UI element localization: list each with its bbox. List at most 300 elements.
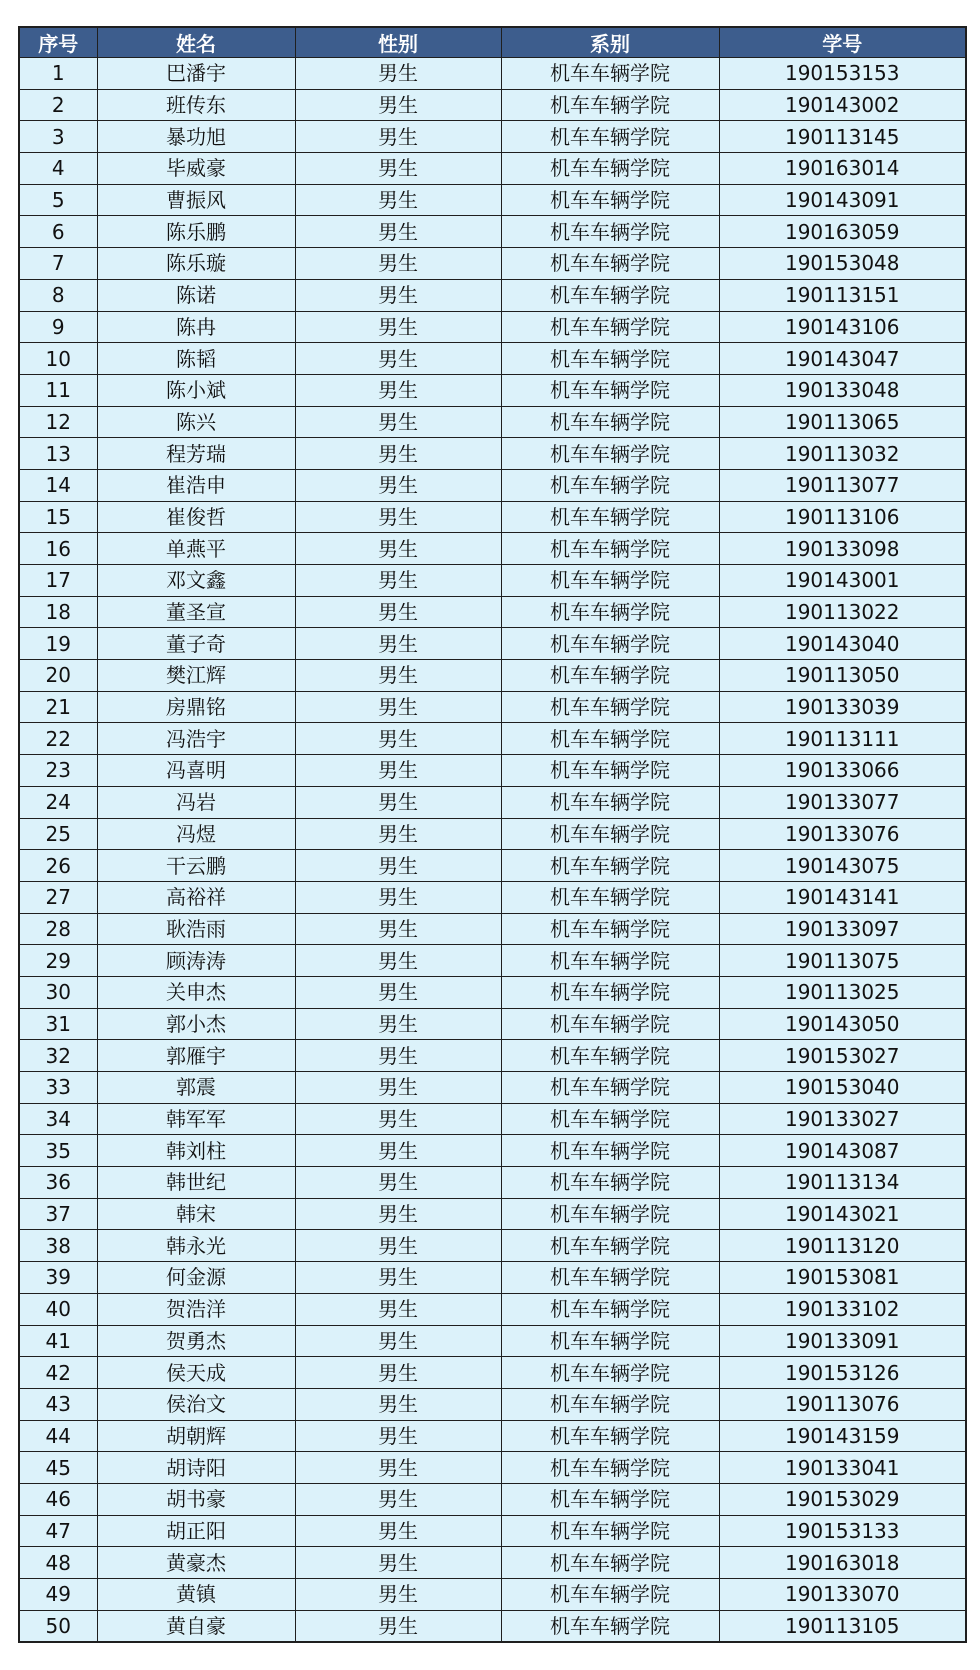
cell-department: 机车车辆学院 — [501, 374, 719, 406]
cell-student-id: 190143141 — [719, 881, 966, 913]
cell-department: 机车车辆学院 — [501, 153, 719, 185]
cell-index: 36 — [19, 1167, 97, 1199]
cell-name: 郭小杰 — [97, 1008, 295, 1040]
cell-gender: 男生 — [295, 1357, 501, 1389]
cell-index: 50 — [19, 1610, 97, 1642]
cell-name: 陈韬 — [97, 343, 295, 375]
table-row — [19, 945, 966, 977]
cell-index: 49 — [19, 1579, 97, 1611]
cell-student-id: 190133066 — [719, 755, 966, 787]
cell-gender: 男生 — [295, 660, 501, 692]
cell-name: 暴功旭 — [97, 121, 295, 153]
cell-student-id: 190113105 — [719, 1610, 966, 1642]
cell-name: 程芳瑞 — [97, 438, 295, 470]
cell-index: 37 — [19, 1198, 97, 1230]
cell-department: 机车车辆学院 — [501, 533, 719, 565]
cell-gender: 男生 — [295, 374, 501, 406]
table-row — [19, 755, 966, 787]
cell-gender: 男生 — [295, 311, 501, 343]
cell-name: 胡书豪 — [97, 1483, 295, 1515]
cell-index: 28 — [19, 913, 97, 945]
cell-student-id: 190113106 — [719, 501, 966, 533]
cell-gender: 男生 — [295, 913, 501, 945]
cell-student-id: 190133097 — [719, 913, 966, 945]
header-department: 系别 — [501, 27, 719, 58]
cell-student-id: 190153029 — [719, 1483, 966, 1515]
table-row — [19, 1515, 966, 1547]
cell-department: 机车车辆学院 — [501, 945, 719, 977]
cell-index: 18 — [19, 596, 97, 628]
cell-department: 机车车辆学院 — [501, 1198, 719, 1230]
table-row — [19, 279, 966, 311]
table-row — [19, 438, 966, 470]
cell-department: 机车车辆学院 — [501, 1293, 719, 1325]
cell-index: 48 — [19, 1547, 97, 1579]
table-row — [19, 1072, 966, 1104]
cell-name: 侯治文 — [97, 1388, 295, 1420]
cell-department: 机车车辆学院 — [501, 216, 719, 248]
cell-student-id: 190133039 — [719, 691, 966, 723]
cell-name: 陈冉 — [97, 311, 295, 343]
cell-gender: 男生 — [295, 850, 501, 882]
table-header — [19, 27, 966, 58]
table-row — [19, 1008, 966, 1040]
cell-index: 44 — [19, 1420, 97, 1452]
cell-gender: 男生 — [295, 945, 501, 977]
cell-gender: 男生 — [295, 533, 501, 565]
cell-department: 机车车辆学院 — [501, 691, 719, 723]
cell-department: 机车车辆学院 — [501, 628, 719, 660]
cell-student-id: 190143106 — [719, 311, 966, 343]
cell-name: 陈小斌 — [97, 374, 295, 406]
cell-name: 胡正阳 — [97, 1515, 295, 1547]
cell-gender: 男生 — [295, 1452, 501, 1484]
cell-index: 6 — [19, 216, 97, 248]
cell-gender: 男生 — [295, 1230, 501, 1262]
cell-name: 陈诺 — [97, 279, 295, 311]
cell-index: 17 — [19, 565, 97, 597]
cell-name: 陈兴 — [97, 406, 295, 438]
cell-student-id: 190153040 — [719, 1072, 966, 1104]
cell-department: 机车车辆学院 — [501, 1103, 719, 1135]
cell-gender: 男生 — [295, 121, 501, 153]
cell-index: 19 — [19, 628, 97, 660]
cell-index: 15 — [19, 501, 97, 533]
cell-name: 韩刘柱 — [97, 1135, 295, 1167]
cell-department: 机车车辆学院 — [501, 850, 719, 882]
cell-index: 16 — [19, 533, 97, 565]
table-row — [19, 1483, 966, 1515]
cell-gender: 男生 — [295, 1008, 501, 1040]
table-row — [19, 691, 966, 723]
table-row — [19, 1452, 966, 1484]
cell-student-id: 190143075 — [719, 850, 966, 882]
cell-student-id: 190143040 — [719, 628, 966, 660]
cell-student-id: 190143001 — [719, 565, 966, 597]
cell-index: 21 — [19, 691, 97, 723]
cell-gender: 男生 — [295, 469, 501, 501]
cell-name: 樊江辉 — [97, 660, 295, 692]
cell-name: 冯煜 — [97, 818, 295, 850]
cell-department: 机车车辆学院 — [501, 881, 719, 913]
cell-index: 22 — [19, 723, 97, 755]
table-row — [19, 248, 966, 280]
cell-name: 陈乐璇 — [97, 248, 295, 280]
table-row — [19, 153, 966, 185]
table-row — [19, 216, 966, 248]
cell-gender: 男生 — [295, 216, 501, 248]
table-row — [19, 1040, 966, 1072]
cell-gender: 男生 — [295, 58, 501, 90]
cell-gender: 男生 — [295, 1262, 501, 1294]
cell-gender: 男生 — [295, 976, 501, 1008]
cell-name: 董子奇 — [97, 628, 295, 660]
cell-name: 郭雁宇 — [97, 1040, 295, 1072]
table-row — [19, 58, 966, 90]
cell-gender: 男生 — [295, 279, 501, 311]
cell-index: 43 — [19, 1388, 97, 1420]
cell-department: 机车车辆学院 — [501, 755, 719, 787]
cell-name: 贺浩洋 — [97, 1293, 295, 1325]
cell-department: 机车车辆学院 — [501, 786, 719, 818]
cell-name: 韩军军 — [97, 1103, 295, 1135]
cell-student-id: 190143021 — [719, 1198, 966, 1230]
cell-name: 班传东 — [97, 89, 295, 121]
cell-name: 胡诗阳 — [97, 1452, 295, 1484]
cell-index: 5 — [19, 184, 97, 216]
cell-department: 机车车辆学院 — [501, 469, 719, 501]
cell-gender: 男生 — [295, 438, 501, 470]
cell-department: 机车车辆学院 — [501, 1515, 719, 1547]
cell-index: 23 — [19, 755, 97, 787]
cell-student-id: 190163014 — [719, 153, 966, 185]
cell-gender: 男生 — [295, 343, 501, 375]
cell-student-id: 190113145 — [719, 121, 966, 153]
table-row — [19, 1230, 966, 1262]
student-list-table — [18, 26, 967, 1643]
cell-name: 邓文鑫 — [97, 565, 295, 597]
cell-student-id: 190143091 — [719, 184, 966, 216]
table-body — [19, 58, 966, 1643]
cell-gender: 男生 — [295, 1040, 501, 1072]
cell-index: 35 — [19, 1135, 97, 1167]
cell-student-id: 190163059 — [719, 216, 966, 248]
header-student-id: 学号 — [719, 27, 966, 58]
cell-index: 2 — [19, 89, 97, 121]
cell-student-id: 190133091 — [719, 1325, 966, 1357]
cell-gender: 男生 — [295, 565, 501, 597]
cell-department: 机车车辆学院 — [501, 121, 719, 153]
cell-student-id: 190153048 — [719, 248, 966, 280]
cell-name: 高裕祥 — [97, 881, 295, 913]
cell-gender: 男生 — [295, 1072, 501, 1104]
table-row — [19, 1167, 966, 1199]
table-row — [19, 1293, 966, 1325]
cell-student-id: 190153081 — [719, 1262, 966, 1294]
cell-index: 47 — [19, 1515, 97, 1547]
cell-index: 8 — [19, 279, 97, 311]
cell-student-id: 190143050 — [719, 1008, 966, 1040]
header-index: 序号 — [19, 27, 97, 58]
cell-index: 40 — [19, 1293, 97, 1325]
cell-gender: 男生 — [295, 628, 501, 660]
cell-department: 机车车辆学院 — [501, 343, 719, 375]
cell-student-id: 190153153 — [719, 58, 966, 90]
cell-index: 33 — [19, 1072, 97, 1104]
cell-name: 陈乐鹏 — [97, 216, 295, 248]
cell-department: 机车车辆学院 — [501, 1388, 719, 1420]
cell-name: 崔俊哲 — [97, 501, 295, 533]
table-row — [19, 1262, 966, 1294]
cell-student-id: 190143002 — [719, 89, 966, 121]
cell-student-id: 190113076 — [719, 1388, 966, 1420]
cell-gender: 男生 — [295, 406, 501, 438]
cell-gender: 男生 — [295, 786, 501, 818]
cell-index: 4 — [19, 153, 97, 185]
cell-index: 13 — [19, 438, 97, 470]
table-row — [19, 1325, 966, 1357]
table-row — [19, 723, 966, 755]
cell-department: 机车车辆学院 — [501, 1230, 719, 1262]
cell-index: 9 — [19, 311, 97, 343]
table-row — [19, 1420, 966, 1452]
cell-department: 机车车辆学院 — [501, 596, 719, 628]
cell-name: 单燕平 — [97, 533, 295, 565]
cell-index: 38 — [19, 1230, 97, 1262]
cell-student-id: 190113134 — [719, 1167, 966, 1199]
cell-name: 黄豪杰 — [97, 1547, 295, 1579]
table-row — [19, 913, 966, 945]
cell-student-id: 190153027 — [719, 1040, 966, 1072]
cell-index: 27 — [19, 881, 97, 913]
cell-student-id: 190163018 — [719, 1547, 966, 1579]
cell-student-id: 190153133 — [719, 1515, 966, 1547]
table-row — [19, 596, 966, 628]
cell-student-id: 190133102 — [719, 1293, 966, 1325]
cell-index: 7 — [19, 248, 97, 280]
cell-index: 39 — [19, 1262, 97, 1294]
cell-gender: 男生 — [295, 1293, 501, 1325]
cell-name: 黄自豪 — [97, 1610, 295, 1642]
cell-name: 干云鹏 — [97, 850, 295, 882]
cell-student-id: 190113025 — [719, 976, 966, 1008]
cell-index: 11 — [19, 374, 97, 406]
cell-department: 机车车辆学院 — [501, 1135, 719, 1167]
cell-name: 关申杰 — [97, 976, 295, 1008]
cell-name: 韩永光 — [97, 1230, 295, 1262]
cell-department: 机车车辆学院 — [501, 913, 719, 945]
table-row — [19, 850, 966, 882]
cell-department: 机车车辆学院 — [501, 438, 719, 470]
cell-student-id: 190143159 — [719, 1420, 966, 1452]
cell-index: 1 — [19, 58, 97, 90]
cell-department: 机车车辆学院 — [501, 976, 719, 1008]
cell-student-id: 190133077 — [719, 786, 966, 818]
header-row — [19, 27, 966, 58]
cell-department: 机车车辆学院 — [501, 1579, 719, 1611]
table-row — [19, 881, 966, 913]
cell-name: 崔浩申 — [97, 469, 295, 501]
cell-gender: 男生 — [295, 818, 501, 850]
cell-gender: 男生 — [295, 1325, 501, 1357]
cell-index: 3 — [19, 121, 97, 153]
cell-gender: 男生 — [295, 1388, 501, 1420]
cell-gender: 男生 — [295, 1515, 501, 1547]
table-row — [19, 184, 966, 216]
cell-gender: 男生 — [295, 881, 501, 913]
cell-name: 冯浩宇 — [97, 723, 295, 755]
table-row — [19, 1610, 966, 1642]
table-row — [19, 469, 966, 501]
cell-department: 机车车辆学院 — [501, 660, 719, 692]
cell-index: 29 — [19, 945, 97, 977]
cell-gender: 男生 — [295, 1167, 501, 1199]
table-row — [19, 628, 966, 660]
cell-name: 冯喜明 — [97, 755, 295, 787]
cell-student-id: 190113111 — [719, 723, 966, 755]
cell-department: 机车车辆学院 — [501, 1452, 719, 1484]
cell-index: 46 — [19, 1483, 97, 1515]
cell-student-id: 190143087 — [719, 1135, 966, 1167]
cell-name: 房鼎铭 — [97, 691, 295, 723]
cell-department: 机车车辆学院 — [501, 1483, 719, 1515]
cell-student-id: 190113022 — [719, 596, 966, 628]
cell-department: 机车车辆学院 — [501, 311, 719, 343]
cell-department: 机车车辆学院 — [501, 1357, 719, 1389]
table-row — [19, 311, 966, 343]
cell-name: 侯天成 — [97, 1357, 295, 1389]
table-row — [19, 1135, 966, 1167]
cell-department: 机车车辆学院 — [501, 1262, 719, 1294]
cell-index: 12 — [19, 406, 97, 438]
cell-department: 机车车辆学院 — [501, 1610, 719, 1642]
cell-department: 机车车辆学院 — [501, 565, 719, 597]
cell-index: 14 — [19, 469, 97, 501]
cell-department: 机车车辆学院 — [501, 406, 719, 438]
cell-index: 30 — [19, 976, 97, 1008]
table-row — [19, 1357, 966, 1389]
cell-gender: 男生 — [295, 1483, 501, 1515]
cell-student-id: 190133098 — [719, 533, 966, 565]
student-list-table-container — [18, 26, 965, 1643]
cell-gender: 男生 — [295, 1135, 501, 1167]
cell-index: 31 — [19, 1008, 97, 1040]
cell-name: 韩宋 — [97, 1198, 295, 1230]
cell-index: 45 — [19, 1452, 97, 1484]
cell-gender: 男生 — [295, 153, 501, 185]
cell-gender: 男生 — [295, 89, 501, 121]
cell-gender: 男生 — [295, 1579, 501, 1611]
cell-department: 机车车辆学院 — [501, 1167, 719, 1199]
cell-index: 25 — [19, 818, 97, 850]
table-row — [19, 343, 966, 375]
table-row — [19, 1579, 966, 1611]
cell-department: 机车车辆学院 — [501, 1420, 719, 1452]
cell-gender: 男生 — [295, 723, 501, 755]
cell-gender: 男生 — [295, 1420, 501, 1452]
cell-index: 34 — [19, 1103, 97, 1135]
cell-gender: 男生 — [295, 248, 501, 280]
cell-name: 董圣宣 — [97, 596, 295, 628]
cell-name: 何金源 — [97, 1262, 295, 1294]
cell-name: 巴潘宇 — [97, 58, 295, 90]
cell-gender: 男生 — [295, 1198, 501, 1230]
table-row — [19, 121, 966, 153]
cell-index: 24 — [19, 786, 97, 818]
table-row — [19, 1547, 966, 1579]
cell-student-id: 190133027 — [719, 1103, 966, 1135]
cell-gender: 男生 — [295, 691, 501, 723]
header-gender: 性别 — [295, 27, 501, 58]
cell-gender: 男生 — [295, 501, 501, 533]
cell-name: 毕威豪 — [97, 153, 295, 185]
table-row — [19, 660, 966, 692]
cell-student-id: 190113065 — [719, 406, 966, 438]
table-row — [19, 1198, 966, 1230]
table-row — [19, 374, 966, 406]
cell-student-id: 190133048 — [719, 374, 966, 406]
cell-index: 42 — [19, 1357, 97, 1389]
cell-name: 郭震 — [97, 1072, 295, 1104]
cell-student-id: 190113151 — [719, 279, 966, 311]
cell-student-id: 190133041 — [719, 1452, 966, 1484]
table-row — [19, 533, 966, 565]
cell-student-id: 190143047 — [719, 343, 966, 375]
cell-gender: 男生 — [295, 1610, 501, 1642]
cell-name: 冯岩 — [97, 786, 295, 818]
cell-department: 机车车辆学院 — [501, 1040, 719, 1072]
cell-gender: 男生 — [295, 755, 501, 787]
cell-index: 41 — [19, 1325, 97, 1357]
table-row — [19, 406, 966, 438]
cell-student-id: 190113077 — [719, 469, 966, 501]
cell-student-id: 190113050 — [719, 660, 966, 692]
cell-student-id: 190113120 — [719, 1230, 966, 1262]
cell-department: 机车车辆学院 — [501, 818, 719, 850]
table-row — [19, 89, 966, 121]
cell-department: 机车车辆学院 — [501, 184, 719, 216]
table-row — [19, 565, 966, 597]
table-row — [19, 501, 966, 533]
cell-index: 20 — [19, 660, 97, 692]
table-row — [19, 1103, 966, 1135]
cell-department: 机车车辆学院 — [501, 1072, 719, 1104]
cell-department: 机车车辆学院 — [501, 1008, 719, 1040]
cell-student-id: 190113075 — [719, 945, 966, 977]
cell-department: 机车车辆学院 — [501, 501, 719, 533]
cell-department: 机车车辆学院 — [501, 279, 719, 311]
header-name: 姓名 — [97, 27, 295, 58]
cell-name: 黄镇 — [97, 1579, 295, 1611]
cell-name: 贺勇杰 — [97, 1325, 295, 1357]
cell-student-id: 190153126 — [719, 1357, 966, 1389]
cell-name: 曹振风 — [97, 184, 295, 216]
cell-gender: 男生 — [295, 596, 501, 628]
cell-index: 32 — [19, 1040, 97, 1072]
cell-department: 机车车辆学院 — [501, 723, 719, 755]
cell-department: 机车车辆学院 — [501, 58, 719, 90]
cell-gender: 男生 — [295, 1103, 501, 1135]
table-row — [19, 976, 966, 1008]
cell-department: 机车车辆学院 — [501, 1325, 719, 1357]
cell-department: 机车车辆学院 — [501, 1547, 719, 1579]
cell-index: 26 — [19, 850, 97, 882]
cell-gender: 男生 — [295, 184, 501, 216]
cell-name: 耿浩雨 — [97, 913, 295, 945]
cell-name: 胡朝辉 — [97, 1420, 295, 1452]
table-row — [19, 818, 966, 850]
cell-name: 顾涛涛 — [97, 945, 295, 977]
